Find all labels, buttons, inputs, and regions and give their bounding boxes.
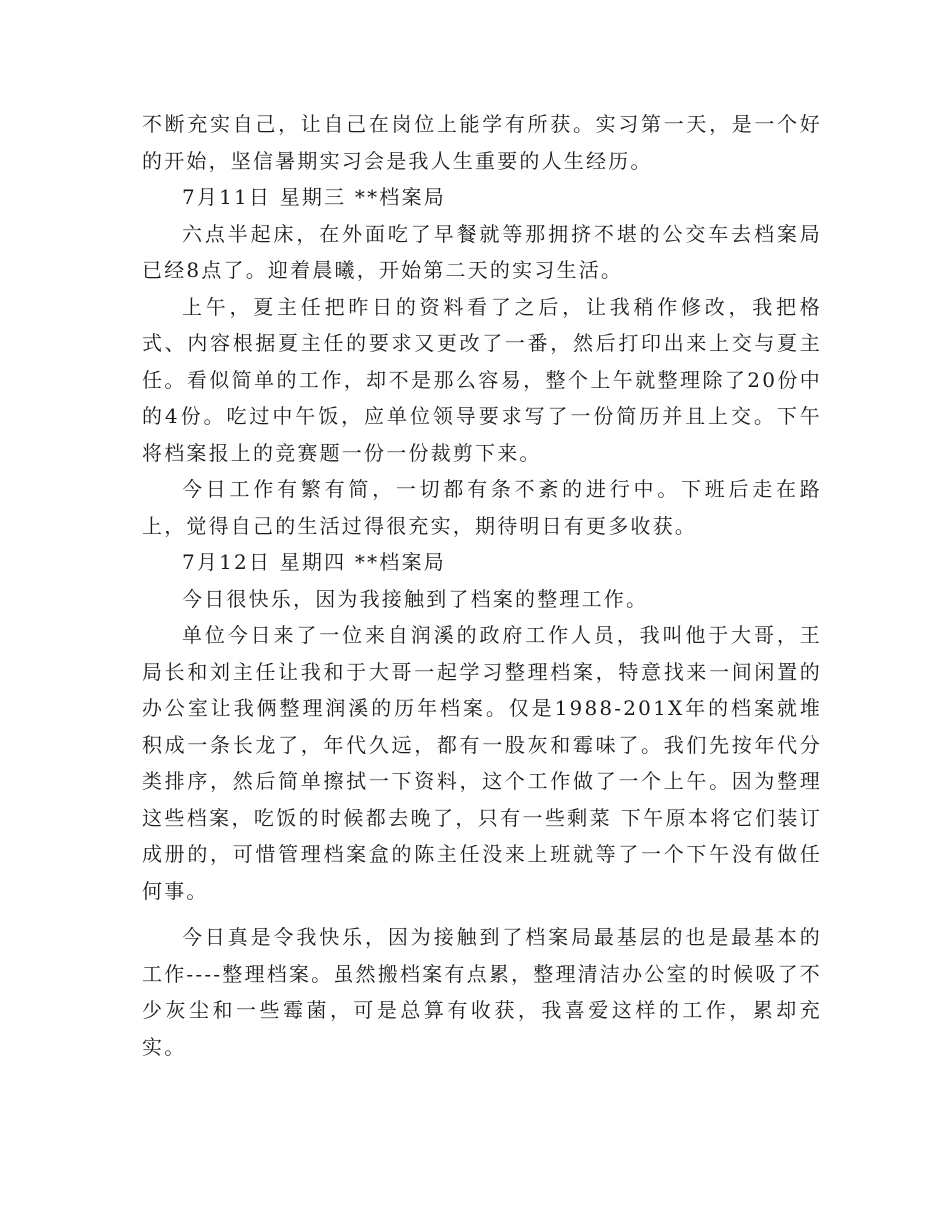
paragraph-day-summary-jul-12: 今日真是令我快乐，因为接触到了档案局最基层的也是最基本的工作----整理档案。虽然搬档案有点累，整理清洁办公室的时候吸了不少灰尘和一些霉菌，可是总算有收获，我喜爱这样的工作，累却充实。 <box>142 925 822 1059</box>
paragraph-morning-commute: 六点半起床，在外面吃了早餐就等那拥挤不堪的公交车去档案局已经8点了。迎着晨曦，开始第二天的实习生活。 <box>142 221 822 282</box>
paragraph-morning-work: 上午，夏主任把昨日的资料看了之后，让我稍作修改，我把格式、内容根据夏主任的要求又更改了一番，然后打印出来上交与夏主任。看似简单的工作，却不是那么容易，整个上午就整理除了20份中的4份。吃过中午饭，应单位领导要求写了一份简历并且上交。下午将档案报上的竞赛题一份一份裁剪下来。 <box>142 294 822 465</box>
diary-date-heading-jul-12: 7月12日 星期四 **档案局 <box>182 550 446 574</box>
paragraph-continuation: 不断充实自己，让自己在岗位上能学有所获。实习第一天，是一个好的开始，坚信暑期实习会是我人生重要的人生经历。 <box>142 112 822 173</box>
paragraph-archive-intro: 今日很快乐，因为我接触到了档案的整理工作。 <box>182 586 649 611</box>
document-body <box>142 106 822 1065</box>
paragraph-archive-work: 单位今日来了一位来自润溪的政府工作人员，我叫他于大哥，王局长和刘主任让我和于大哥一起学习整理档案，特意找来一间闲置的办公室让我俩整理润溪的历年档案。仅是1988-201X年的档案就堆积成一条长龙了，年代久远，都有一股灰和霉味了。我们先按年代分类排序，然后简单擦拭一下资料，这个工作做了一个上午。因为整理这些档案，吃饭的时候都去晚了，只有一些剩菜 下午原本将它们装订成册的，可惜管理档案盒的陈主任没来上班就等了一个下午没有做任何事。 <box>142 623 822 903</box>
paragraph-day-summary-jul-11: 今日工作有繁有简，一切都有条不紊的进行中。下班后走在路上，觉得自己的生活过得很充实，期待明日有更多收获。 <box>142 477 822 538</box>
diary-date-heading-jul-11: 7月11日 星期三 **档案局 <box>182 185 446 209</box>
